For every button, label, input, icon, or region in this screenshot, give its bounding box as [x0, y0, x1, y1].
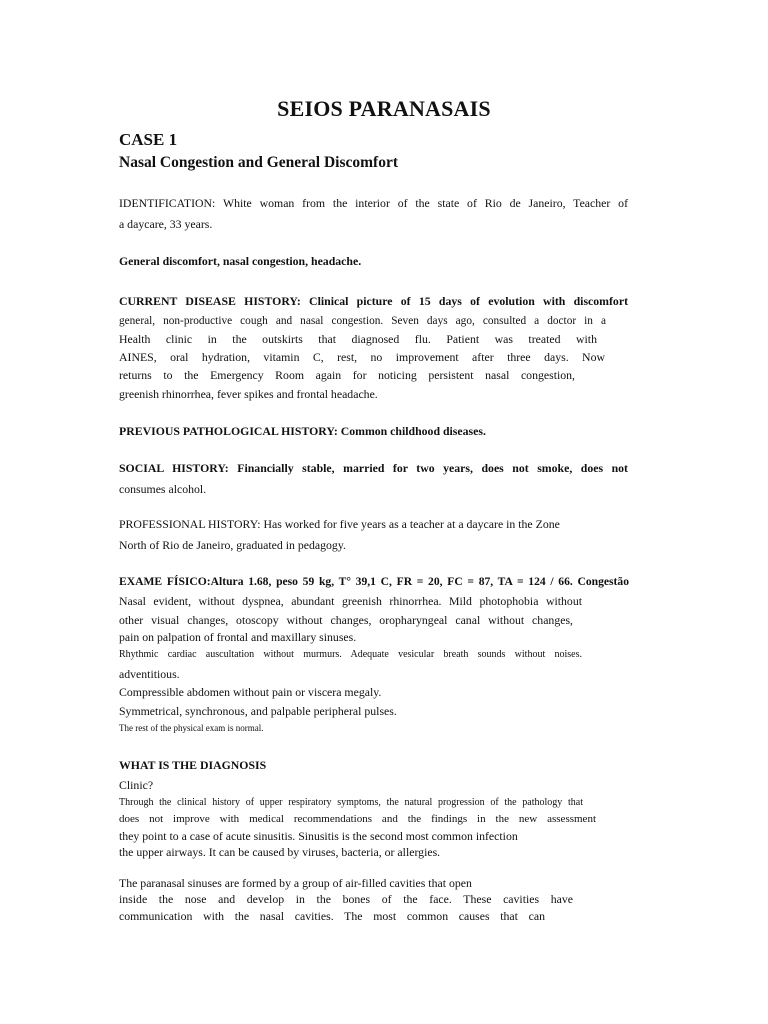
physical-exam-line-2: Nasal evident, without dyspnea, abundant greenish rhinorrhea. Mild photophobia without — [119, 594, 582, 608]
physical-exam-line-4: pain on palpation of frontal and maxillary sinuses. — [119, 630, 357, 644]
current-disease-history-line: AINES, oral hydration, vitamin C, rest, no improvement after three days. Now — [119, 350, 605, 364]
physical-exam-line-8: Symmetrical, synchronous, and palpable peripheral pulses. — [119, 704, 397, 718]
physical-exam-line-5: Rhythmic cardiac auscultation without murmurs. Adequate vesicular breath sounds without noises. — [119, 649, 582, 660]
physical-exam-line-6: adventitious. — [119, 667, 180, 681]
identification-line-2: a daycare, 33 years. — [119, 217, 213, 231]
document-title: SEIOS PARANASAIS — [277, 96, 491, 121]
current-disease-history-heading: CURRENT DISEASE HISTORY: Clinical picture of 15 days of evolution with discomfort — [119, 294, 628, 308]
paranasal-line: The paranasal sinuses are formed by a group of air-filled cavities that open — [119, 876, 472, 890]
current-disease-history-line: returns to the Emergency Room again for noticing persistent nasal congestion, — [119, 368, 575, 382]
social-history-line-1: SOCIAL HISTORY: Financially stable, married for two years, does not smoke, does not — [119, 461, 628, 475]
diagnosis-line: the upper airways. It can be caused by viruses, bacteria, or allergies. — [119, 845, 441, 859]
identification-line-1: IDENTIFICATION: White woman from the interior of the state of Rio de Janeiro, Teacher of — [119, 196, 628, 210]
previous-pathological-history: PREVIOUS PATHOLOGICAL HISTORY: Common childhood diseases. — [119, 424, 486, 438]
case-subtitle: Nasal Congestion and General Discomfort — [119, 154, 398, 171]
paranasal-line: inside the nose and develop in the bones of the face. These cavities have — [119, 892, 573, 906]
diagnosis-line: Through the clinical history of upper respiratory symptoms, the natural progression of the pathology that — [119, 797, 583, 808]
current-disease-history-line: greenish rhinorrhea, fever spikes and frontal headache. — [119, 387, 378, 401]
physical-exam-line-3: other visual changes, otoscopy without changes, oropharyngeal canal without changes, — [119, 613, 573, 627]
diagnosis-line: they point to a case of acute sinusitis. Sinusitis is the second most common infection — [119, 829, 518, 843]
physical-exam-line-7: Compressible abdomen without pain or viscera megaly. — [119, 685, 382, 699]
diagnosis-line: does not improve with medical recommendations and the findings in the new assessment — [119, 813, 596, 825]
physical-exam-line-9: The rest of the physical exam is normal. — [119, 723, 264, 733]
physical-exam-line-1: EXAME FÍSICO:Altura 1.68, peso 59 kg, T° 39,1 C, FR = 20, FC = 87, TA = 124 / 66. Congestão — [119, 575, 629, 588]
current-disease-history-line: general, non-productive cough and nasal congestion. Seven days ago, consulted a doctor in a — [119, 315, 606, 327]
case-label: CASE 1 — [119, 130, 178, 149]
professional-history-line-2: North of Rio de Janeiro, graduated in pedagogy. — [119, 538, 346, 552]
diagnosis-heading: WHAT IS THE DIAGNOSIS — [119, 758, 267, 772]
diagnosis-clinic: Clinic? — [119, 778, 154, 792]
professional-history-line-1: PROFESSIONAL HISTORY: Has worked for five years as a teacher at a daycare in the Zone — [119, 517, 560, 531]
social-history-line-2: consumes alcohol. — [119, 482, 207, 496]
paranasal-line: communication with the nasal cavities. The most common causes that can — [119, 909, 545, 923]
chief-complaint: General discomfort, nasal congestion, headache. — [119, 254, 362, 268]
current-disease-history-line: Health clinic in the outskirts that diagnosed flu. Patient was treated with — [119, 332, 597, 346]
